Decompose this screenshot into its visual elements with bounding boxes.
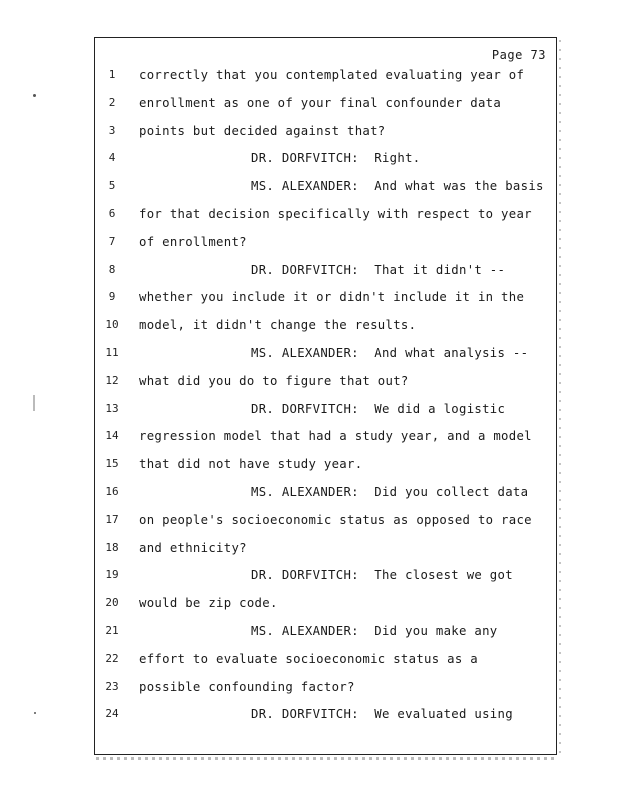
transcript-line [95,315,558,335]
line-text: DR. DORFVITCH: The closest we got [251,568,513,583]
line-number: 18 [105,540,119,554]
line-number: 6 [108,207,116,220]
line-number: 1 [108,68,116,81]
line-text: what did you do to figure that out? [139,373,409,388]
transcript-line [95,593,558,613]
scan-speck [33,94,36,97]
line-text: effort to evaluate socioeconomic status as a [139,651,478,666]
line-number: 24 [105,707,119,721]
transcript-line [95,704,558,724]
line-text: model, it didn't change the results. [139,318,417,333]
line-number: 9 [108,290,116,304]
line-text: possible confounding factor? [139,679,355,694]
transcript-line [95,260,558,280]
page-number: Page 73 [491,48,546,62]
transcript-line [95,65,558,85]
line-text: of enrollment? [139,234,247,249]
line-text: DR. DORFVITCH: We evaluated using [251,707,513,722]
line-number: 19 [105,568,119,582]
transcript-line [95,148,558,168]
transcript-line [95,287,558,307]
transcript-page [94,37,557,755]
line-number: 3 [108,123,116,137]
line-number: 17 [105,512,119,526]
line-text: MS. ALEXANDER: Did you collect data [251,485,529,499]
line-text: would be zip code. [139,596,278,611]
line-text: regression model that had a study year, and a model [139,429,532,444]
transcript-line [95,93,558,113]
line-number: 13 [105,401,119,415]
line-number: 7 [108,234,116,248]
transcript-line [95,510,558,530]
scan-margin-mark [33,395,35,411]
line-text: MS. ALEXANDER: And what was the basis [251,179,544,194]
transcript-line [95,677,558,697]
line-text: that did not have study year. [139,457,363,472]
line-text: enrollment as one of your final confounder data [139,95,502,110]
line-number: 23 [105,679,119,693]
line-number: 5 [108,179,116,193]
line-text: whether you include it or didn't include it in the [139,290,525,305]
transcript-line [95,482,558,502]
line-text: points but decided against that? [139,123,386,138]
transcript-line [95,649,558,669]
line-number: 21 [105,624,119,637]
transcript-line [95,232,558,252]
line-text: DR. DORFVITCH: Right. [251,151,421,166]
line-number: 11 [105,346,119,359]
transcript-line [95,343,558,363]
scan-edge-bottom [96,757,556,760]
line-text: on people's socioeconomic status as opposed to race [139,512,532,527]
transcript-line [95,621,558,641]
transcript-line [95,204,558,224]
transcript-line [95,538,558,558]
transcript-line [95,454,558,474]
line-number: 15 [105,457,119,471]
line-text: MS. ALEXANDER: Did you make any [251,624,498,638]
line-number: 12 [105,373,119,387]
transcript-line [95,176,558,196]
line-text: and ethnicity? [139,540,247,555]
scan-edge-right [559,40,561,754]
line-number: 14 [105,429,119,443]
line-text: DR. DORFVITCH: That it didn't -- [251,262,506,277]
transcript-line [95,371,558,391]
transcript-line [95,426,558,446]
line-text: correctly that you contemplated evaluating year of [139,68,525,82]
line-text: for that decision specifically with respect to year [139,207,532,221]
line-text: DR. DORFVITCH: We did a logistic [251,401,506,416]
line-number: 4 [108,151,116,165]
line-number: 2 [108,95,116,109]
transcript-line [95,399,558,419]
line-number: 16 [105,485,119,498]
transcript-line [95,121,558,141]
line-number: 22 [105,651,119,665]
line-number: 20 [105,596,119,610]
scan-speck [34,712,36,714]
line-number: 10 [105,318,119,332]
transcript-line [95,565,558,585]
line-text: MS. ALEXANDER: And what analysis -- [251,346,529,360]
line-number: 8 [108,262,116,276]
